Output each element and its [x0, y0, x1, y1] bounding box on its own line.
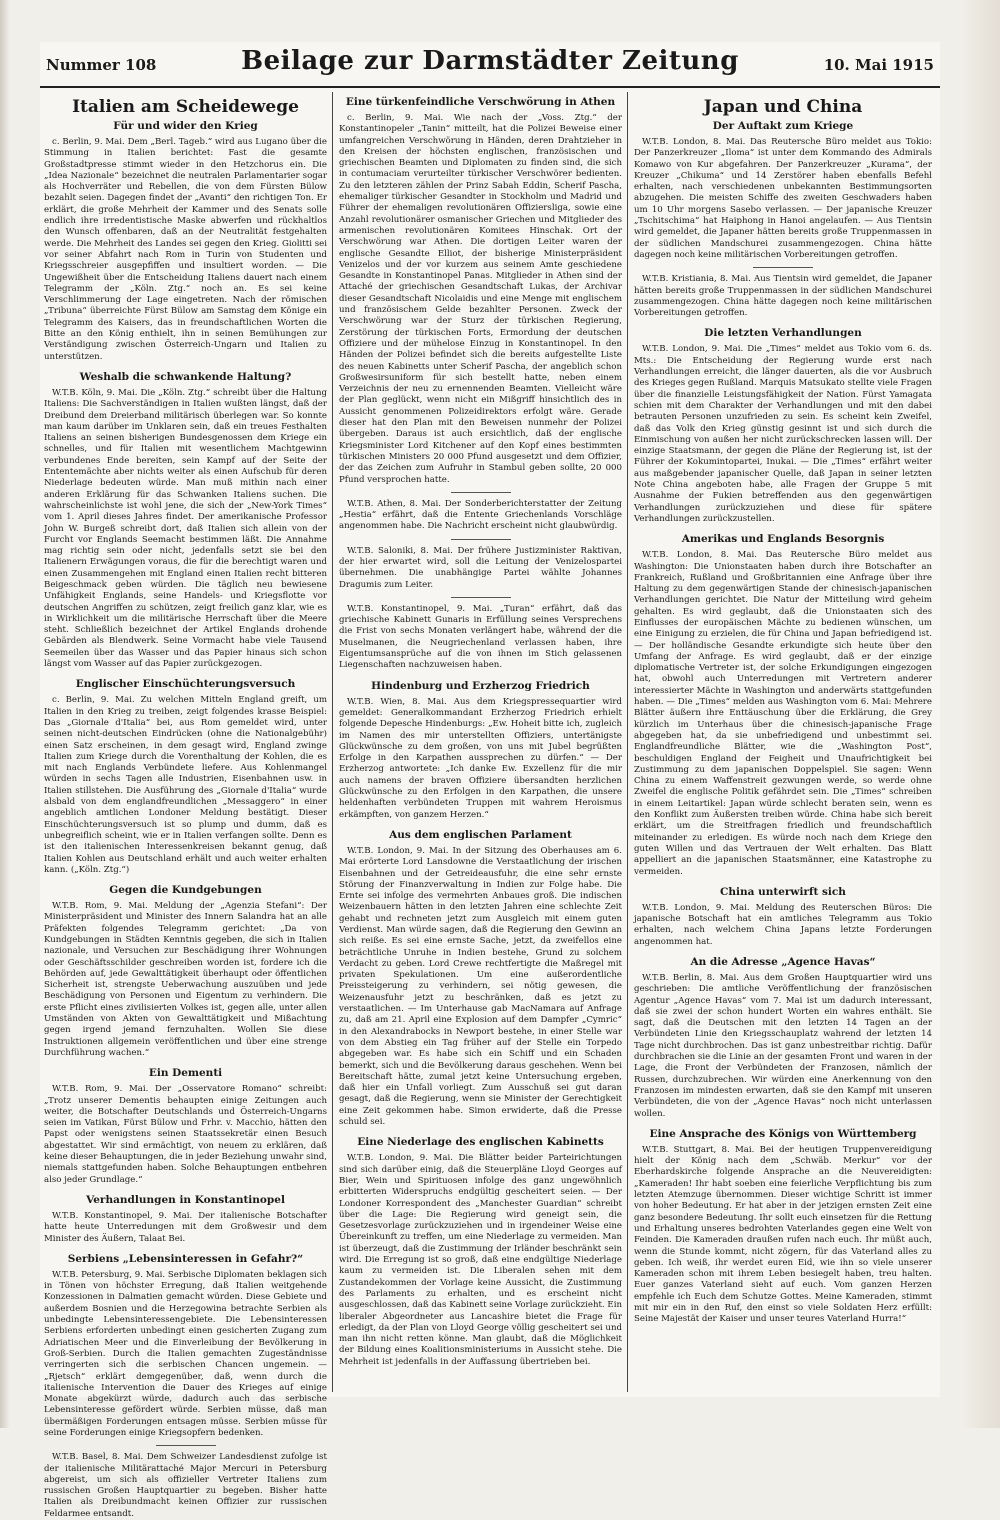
article-subhead: Der Auftakt zum Kriege: [712, 120, 854, 132]
separator: [451, 539, 511, 540]
article-paragraph: W.T.B. Petersburg, 9. Mai. Serbische Diplomaten beklagen sich in Tönen von höchster Erregung, daß Italien weitgehende Konzessionen in Dalmatien gemacht würden. Diese Gebiete und außerdem Bosnien und die Herzegowina betrachte Serbien als unbedingte Lebensinteressengebiete. Die Lebensinteressen Serbiens erforderten unbedingt einen gesicherten Zugang zum Adriatischen Meer und die Einverleibung der Bevölkerung in Groß-Serbien. Durch die Italien gemachten Zugeständnisse verringerten sich die serbischen Chancen ungemein. — „Rjetsch“ erklärt demgegenüber, daß, wenn durch die italienische Intervention die Dauer des Krieges auf einige Monate abgekürzt würde, dadurch auch das serbische Lebensinteresse gefördert würde. Serbien müsse, daß man übermäßigen Forderungen entsagen müsse. Serbien müsse für seine Forderungen einige Kriegsopfern bedenken.: [44, 1269, 327, 1438]
article-headline: Italien am Scheidewege: [72, 97, 299, 117]
issue-number: Nummer 108: [46, 56, 157, 74]
article-paragraph: W.T.B. Konstantinopel, 9. Mai. Der italienische Botschafter hatte heute Unterredungen mit dem Großwesir und dem Minister des Äußern, Talaat Bei.: [44, 1210, 327, 1244]
separator: [156, 1445, 216, 1446]
article-paragraph: W.T.B. Berlin, 8. Mai. Aus dem Großen Hauptquartier wird uns geschrieben: Die amtliche Veröffentlichung der französischen Agentur „Agence Havas“ vom 7. Mai ist um dadurch interessant, daß sie zwei der schon hundert Worten ein wahres enthält. Sie sagt, daß die Deutschen mit den letzten 14 Tagen an der Verbündeten Linie den Kriegsschauplatz wahrend der letzten 14 Tage nicht durchbrochen. Das ist ganz unbestreitbar richtig. Dafür durchbrachen sie die Linie an der gesamten Front und waren in der Lage, die Front der Verbündeten der Franzosen, nämlich der Russen, durchzubrechen. Wir würden eine Anerkennung von den Franzosen im mindesten erwarten, daß sie den Kampf mit unseren Verbündeten, die von der „Agence Havas“ noch nicht unterlassen wollen.: [634, 973, 932, 1119]
separator: [451, 492, 511, 493]
column-rule: [332, 92, 333, 1392]
article-paragraph: c. Berlin, 9. Mai. Zu welchen Mitteln England greift, um Italien in den Krieg zu treiben, zeigt folgendes krasse Beispiel: Das „Giornale d'Italia“ bei, aus Rom gemeldet wird, unter seinen nicht-deutschen Eindrücken (ohne die Nationalgebühr) einen Satz erscheinen, in dem gesagt wird, England zwinge Italien zum Kriege durch die Vorenthaltung der Kohlen, die es mit nach Englands Verbündete liefere. Aus Kohlenmangel würden in sechs Tagen alle Industrien, Eisenbahnen usw. in Italien stillstehen. Die Ausführung des „Giornale d'Italia“ wurde alsbald von dem englandfreundlichen „Messaggero“ in einer angeblich amtlichen Londoner Meldung bestätigt. Dieser Einschüchterungsversuch ist so plump und dumm, daß es unbegreiflich scheint, wie er in Italien verfangen sollte. Denn es ist den italienischen Interessenkreisen bekannt genug, daß Italien Kohlen aus Deutschland erhält und auch weiter erhalten kann. („Köln. Ztg.“): [44, 695, 327, 875]
article-headline: Japan und China: [703, 97, 863, 117]
section-heading: Hindenburg und Erzherzog Friedrich: [371, 679, 590, 692]
section-heading: Eine türkenfeindliche Verschwörung in Athen: [345, 96, 616, 108]
page-left-edge: [0, 0, 10, 1428]
article-paragraph: c. Berlin, 9. Mai. Wie nach der „Voss. Ztg.“ der Konstantinopeler „Tanin“ mitteilt, hat die Polizei Beweise einer umfangreichen Verschwörung in Händen, deren Drahtzieher in den Kreisen der höchsten englischen, französischen und griechischen Beamten und Diplomaten zu finden sind, die sich in contumaciam verurteilter türkischer Verschwörer bedienten. Zu den letzteren zählen der Prinz Sabah Eddin, Scherif Pascha, ehemaliger türkischer Gesandter in Stockholm und Madrid und Führer der ehemaligen revolutionären Offiziersliga, sowie eine Anzahl revolutionärer osmanischer Griechen und Mitglieder des armenischen revolutionären Komitees Hinschak. Ort der Verschwörung war Athen. Die dortigen Leiter waren der englische Gesandte Elliot, der bisherige Ministerpräsident Venizelos und der vor kurzem aus seinem Amte geschiedene Gesandte in Konstantinopel Panas. Mitglieder in Athen sind der Attaché der griechischen Gesandtschaft Lukas, der Archivar dieser Gesandtschaft Nicolaidis und eine Menge mit englischem und französischem Gelde bezahlter Personen. Zweck der Verschwörung war der Sturz der türkischen Regierung, Zerstörung der türkischen Forts, Ermordung der deutschen Offiziere und der mühelose Einzug in Konstantinopel. In den Händen der Polizei befindet sich die bereits aufgestellte Liste des neuen Kabinetts unter Scherif Pascha, der angeblich schon Großwesirsuniform für sich bestellt hatte, neben einem Verzeichnis der neu zu ernennenden Beamten. Vielleicht wäre der Plan geglückt, wenn nicht ein Mißgriff hinsichtlich des in Aussicht genommenen Polizeidirektors erfolgt wäre. Gerade dieser hat den Plan mit den Beweisen nunmehr der Polizei übergeben. Daraus ist auch ersichtlich, daß der englische Kriegsminister Lord Kitchener auf den Kopf eines bestimmten türkischen Ministers 20 000 Pfund ausgesetzt und dem Offizier, der das Zeichen zum Aufruhr in Stambul geben sollte, 20 000 Pfund versprochen hatte.: [339, 113, 622, 485]
section-heading: Verhandlungen in Konstantinopel: [86, 1193, 285, 1206]
article-paragraph: W.T.B. Rom, 9. Mai. Der „Osservatore Romano“ schreibt: „Trotz unserer Dementis behaupten einige Zeitungen auch weiter, die Botschafter Deutschlands und Österreich-Ungarns seien im Vatikan, Fürst Bülow und Frhr. v. Macchio, hätten den Papst oder wenigstens seinen Staatssekretär einen Besuch abgestattet. Wir sind ermächtigt, von neuem zu erklären, daß keine dieser Behauptungen, die in jeder Beziehung unwahr sind, niemals stattgefunden haben. Solche Behauptungen entbehren also jeder Grundlage.“: [44, 1084, 327, 1185]
column-rule: [627, 92, 628, 1392]
column-2: [339, 92, 622, 1392]
column-1: [44, 92, 327, 1519]
separator: [753, 267, 813, 268]
article-paragraph: W.T.B. Wien, 8. Mai. Aus dem Kriegspressequartier wird gemeldet: Generalkommandant Erzherzog Friedrich erhielt folgende Depesche Hindenburgs: „Ew. Hoheit bitte ich, zugleich im Namen des mir unterstellten Offiziers, untertänigste Glückwünsche zu dem großen, von uns mit Jubel begrüßten Erfolge in den Karpathen aussprechen zu dürfen.“ — Der Erzherzog antwortete: „Ich danke Ew. Exzellenz für die mir auch namens der braven Offiziere übersandten herzlichen Glückwünsche zu den Erfolgen in den Karpathen, die unsere heldenhaften verbündeten Truppen mit wahrem Heroismus erkämpften, von ganzem Herzen.“: [339, 696, 622, 820]
article-paragraph: W.T.B. London, 8. Mai. Das Reutersche Büro meldet aus Washington: Die Unionstaaten haben durch ihre Botschafter an Frankreich, Rußland und Großbritannien eine Anfrage über ihre Haltung zu dem gegenwärtigen Stande der chinesisch-japanischen Verhandlungen gerichtet. Die Natur der Mitteilung wird geheim gehalten. Es wird geglaubt, daß die Unionstaaten sich des Einflusses der europäischen Mächte zu bedienen wünschen, um eine Einigung zu erzielen, die für China und Japan befriedigend ist. — Der holländische Gesandte erkundigte sich heute über den Umfang der Anfrage. Es wird geglaubt, daß er der einzige diplomatische Vertreter ist, der solche Erkundigungen eingezogen hat, obwohl auch Unterredungen mit Vertretern anderer interessierter Mächte in Washington und anderwärts stattgefunden haben. — Die „Times“ melden aus Washington vom 6. Mai: Mehrere Blätter äußern ihre Enttäuschung über die Erklärung, die Grey kürzlich im Unterhaus über die chinesisch-japanische Frage abgegeben hat, da sie unbefriedigend und unbestimmt sei. Englandfreundliche Blätter, wie die „Washington Post“, beschuldigen England der Feigheit und Unaufrichtigkeit bei Zustimmung zu dem japanischen Doppelspiel. Sie sagen: Wenn China zu einem Waffenstreit gezwungen werde, so werde ohne Zweifel die englische Politik gefährdet sein. Die „Times“ schreiben in einem Leitartikel: Japan würde schlecht beraten sein, wenn es den Konflikt zum Äußersten treiben würde. China habe sich bereit erklärt, um die Streitfragen friedlich und freundschaftlich miteinander zu erledigen. Es würde noch nach dem Kriege den guten Willen und das Vertrauen der Welt erhalten. Das Blatt appelliert an die japanischen Staatsmänner, eine Katastrophe zu vermeiden.: [634, 550, 932, 877]
issue-date: 10. Mai 1915: [823, 56, 934, 74]
column-3: [634, 92, 932, 1392]
section-heading: Die letzten Verhandlungen: [704, 327, 862, 340]
article-paragraph: c. Berlin, 9. Mai. Dem „Berl. Tageb.“ wird aus Lugano über die Stimmung in Italien berichtet: Fast die gesamte Großstadtpresse stimmt wieder in den Hetzchorus ein. Die „Idea Nazionale“ bezeichnet die neutralen Parlamentarier sogar als Hochverräter und Rebellen, die von dem Fürsten Bülow bezahlt seien. Dagegen findet der „Avanti“ den richtigen Ton. Er erklärt, die große Mehrheit der Kammer und des Senats solle endlich ihre irredentistische Maske abwerfen und rückhaltlos den Wunsch offenbaren, daß an der Neutralität festgehalten werde. Die Mehrheit des Landes sei gegen den Krieg. Giolitti sei vor seiner Abfahrt nach Rom in Turin von Studenten und Kriegsschreier ausgepfiffen und insultiert worden. — Die Ungewißheit über die Entscheidung Italiens dauert nach einem Telegramm der „Köln. Ztg.“ noch an. Es sei keine Verschlimmerung der Lage eingetreten. Nach der römischen „Tribuna“ überreichte Fürst Bülow am Samstag dem Könige ein Telegramm des Kaisers, das in freundschaftlichen Worten die Bitte an den König enthielt, ihn in seinen Bemühungen zur Verständigung zwischen Österreich-Ungarn und Italien zu unterstützen.: [44, 137, 327, 362]
newspaper-page: [40, 42, 940, 1519]
article-paragraph: W.T.B. Saloniki, 8. Mai. Der frühere Justizminister Raktivan, der hier erwartet wird, soll die Leitung der Venizelospartei übernehmen. Die unabhängige Partei wählte Johannes Dragumis zum Leiter.: [339, 545, 622, 590]
section-heading: Englischer Einschüchterungsversuch: [75, 678, 296, 691]
newspaper-title: Beilage zur Darmstädter Zeitung: [241, 46, 739, 76]
section-heading: Gegen die Kundgebungen: [109, 884, 262, 897]
section-heading: Eine Niederlage des englischen Kabinetts: [357, 1136, 604, 1149]
article-paragraph: W.T.B. Rom, 9. Mai. Meldung der „Agenzia Stefani“: Der Ministerpräsident und Minister des Innern Salandra hat an alle Präfekten folgendes Telegramm gerichtet: „Da von Kundgebungen in Städten Kenntnis gegeben, die sich in Italien nazionale, und Versuchen zur Beschädigung ihrer Wohnungen oder Geschäftsschilder geschreiben worden ist, fordere ich die Behörden auf, jede Gewalttätigkeit überhaupt oder öffentlichen Sicherheit ist, strengste Ueberwachung auszuüben und jede Beschädigung von Personen und Eigentum zu verhindern. Die erste Pflicht eines zivilisierten Volkes ist, gegen alle, unter allen Umständen von Akten von Gewalttätigkeit und Mißachtung gegen irgend jemand fernzuhalten. Wollen Sie diese Instruktionen allgemein veröffentlichen und über eine strenge Durchführung wachen.“: [44, 901, 327, 1058]
article-paragraph: W.T.B. London, 9. Mai. In der Sitzung des Oberhauses am 6. Mai erörterte Lord Lansdowne die Verstaatlichung der irischen Eisenbahnen und der Getreideausfuhr, die eine sehr ernste Störung der Finanzverwaltung in Indien zur Folge habe. Die Ernte sei infolge des vermehrten Anbaues groß. Die indischen Weizenbauern hätten in den letzten Jahren eine schlechte Zeit gehabt und rechneten jetzt zum Ausgleich mit einem guten Verdienst. Man würde sagen, daß die Regierung den Gewinn an sich reiße. Es sei eine ernste Sache, jetzt, da zweifellos eine beträchtliche Unruhe in Indien bestehe, Grund zu solchem Verdacht zu geben. Lord Crewe rechtfertigte die Maßregel mit privaten Spekulationen. Um eine außerordentliche Preissteigerung zu verhindern, sei nötig gewesen, die Weizenausfuhr jetzt zu beschränken, daß es jetzt zu verstaatlichen. — Im Unterhause gab MacNamara auf Anfrage zu, daß am 21. April eine Explosion auf dem Dampfer „Cymric“ in den Alexandrabocks in Newport bestehe, in einer Stelle war von dem Abstieg ein Tag früher auf der Stelle ein Torpedo abgegeben war. Es habe sich ein Schiff und ein Schaden bemerkt, sich und die Bevölkerung daraus geschehen. Wenn bei Bereitschaft hätte, zumal jetzt keine Untersuchung ergeben, daß hier ein Unfall vorliegt. Zum Ausschuß sei gut daran gesagt, daß die Regierung, wenn sie Minister der Gerechtigkeit eine Zeit gekommen habe. Simon erwiderte, daß die Presse schuld sei.: [339, 845, 622, 1128]
article-paragraph: W.T.B. London, 8. Mai. Das Reutersche Büro meldet aus Tokio: Der Panzerkreuzer „Iloma“ ist unter dem Kommando des Admirals Komawo von Kur abgefahren. Der Panzerkreuzer „Kurama“, der Kreuzer „Chikuma“ und 14 Zerstörer haben ebenfalls Befehl erhalten, nach verschiedenen unbekannten Bestimmungsorten abzugehen. Die meisten Schiffe des zweiten Geschwaders haben um 10 Uhr morgens Sasebo verlassen. — Der japanische Kreuzer „Tschitschima“ hat Haiphong in Hanoi angelaufen. — Aus Tientsin wird gemeldet, die Japaner hätten bereits große Truppenmassen in der südlichen Mandschurei zusammengezogen. China hätte dagegen noch keine militärischen Vorbereitungen getroffen.: [634, 137, 932, 260]
section-heading: Weshalb die schwankende Haltung?: [79, 370, 292, 383]
article-paragraph: W.T.B. Stuttgart, 8. Mai. Bei der heutigen Truppenvereidigung hielt der König nach dem „Schwäb. Merkur“ vor der Eberhardskirche folgende Ansprache an die Neuvereidigten: „Kameraden! Ihr habt soeben eine feierliche Verpflichtung bis zum letzten Atemzuge übernommen. Dieser wichtige Schritt ist immer von hoher Bedeutung. Er hat aber in der jetzigen ernsten Zeit eine ganz besondere Bedeutung. Ihr sollt euch einsetzen für die Rettung und Erhaltung unseres bedrohten Vaterlandes gegen eine Welt von Feinden. Die Kameraden draußen rufen nach euch. Ihr müßt auch, wenn die Stunde kommt, nicht zögern, für das Vaterland alles zu geben. Ich weiß, ihr werdet euren Eid, wie ihn so viele unserer Kameraden schon mit ihrem Leben besiegelt haben, treu halten. Euer ganzes Vaterland sieht auf euch. Vom ganzen Herzen empfehle ich Euch dem Schutze Gottes. Meine Kameraden, stimmt mit mir ein in den Ruf, den einst so viele Soldaten Herz erfüllt: Seine Majestät der Kaiser und unser teures Vaterland Hurra!“: [634, 1144, 932, 1325]
section-heading: An die Adresse „Agence Havas“: [690, 956, 876, 968]
article-paragraph: W.T.B. Kristiania, 8. Mai. Aus Tientsin wird gemeldet, die Japaner hätten bereits große Truppenmassen in der südlichen Mandschurei zusammengezogen. China hätte dagegen noch keine militärischen Vorbereitungen getroffen.: [634, 274, 932, 319]
masthead: [40, 42, 940, 88]
article-paragraph: W.T.B. Athen, 8. Mai. Der Sonderberichterstatter der Zeitung „Hestia“ erfährt, daß die Entente Griechenlands Vorschläge angenommen habe. Die Nachricht erscheint nicht glaubwürdig.: [339, 498, 622, 532]
section-heading: Serbiens „Lebensinteressen in Gefahr?“: [67, 1252, 304, 1265]
article-paragraph: W.T.B. Basel, 8. Mai. Dem Schweizer Landesdienst zufolge ist der italienische Militärattaché Major Mercuri in Petersburg abgereist, um sich als offizieller Vertreter Italiens zum russischen Großen Hauptquartier zu begeben. Bisher hatte Italien als Dreibundmacht keinen Offizier zur russischen Feldarmee entsandt.: [44, 1452, 327, 1519]
separator: [451, 597, 511, 598]
article-paragraph: W.T.B. Köln, 9. Mai. Die „Köln. Ztg.“ schreibt über die Haltung Italiens: Die Sachverständigen in Italien wußten längst, daß der Dreibund dem Dreierband militärisch überlegen war. So konnte man kaum darüber im Unklaren sein, daß ein treues Festhalten Italiens an seinen bisherigen Bundesgenossen dem Kriege ein schnelles, und für Italien mit wesentlichem Machtgewinn verbundenes Ende bereiten, sein Kampf auf der Seite der Ententemächte aber nichts weiter als einen Aufschub für deren Niederlage bedeuten würde. Man muß mithin nach einer anderen Erklärung für das Schwanken Italiens suchen. Die wahrscheinlichste ist wohl jene, die sich der „New-York Times“ vom 1. April dieses Jahres findet. Der amerikanische Professor John W. Burgeß schreibt dort, daß Italien sich allein von der Furcht vor Englands Seemacht bestimmen läßt. Die Annahme mag richtig sein oder nicht, jedenfalls setzt sie bei den Italienern Erwägungen voraus, die für die berechtigt waren und einen Zusammengehen mit England einen Italien recht bitteren Beigeschmack geben würden. Die täglich neu bewiesene Unfähigkeit Englands, seine Handels- und Kriegsflotte vor deutschen Angriffen zu schützen, zeigt freilich ganz klar, wie es in Wirklichkeit um die militärische Herrschaft über die Meere steht. Schließlich bezeichnet der Artikel Englands drohende Gebärden als Blendwerk. Seine Vormacht habe viele Tausend Seemeilen über das Wasser und das Papier hinaus sich schon längst vom Wasser auf das Papier zurückgezogen.: [44, 387, 327, 670]
section-heading: China unterwirft sich: [720, 885, 846, 898]
article-paragraph: W.T.B. Konstantinopel, 9. Mai. „Turan“ erfährt, daß das griechische Kabinett Gunaris in Erfüllung seines Versprechens die Frist von sechs Monaten verlängert habe, während der die Muselmanen, die Neugriechenland verlassen haben, ihre Eigentumsansprüche auf die von ihnen im Stich gelassenen Liegenschaften nachzuweisen haben.: [339, 603, 622, 671]
section-heading: Eine Ansprache des Königs von Württemberg: [649, 1127, 917, 1140]
section-heading: Ein Dementi: [148, 1067, 223, 1080]
section-heading: Aus dem englischen Parlament: [389, 828, 572, 841]
columns: [40, 92, 940, 1519]
article-paragraph: W.T.B. London, 9. Mai. Meldung des Reuterschen Büros: Die japanische Botschaft hat ein amtliches Telegramm aus Tokio erhalten, nach welchem China Japans letzte Forderungen angenommen hat.: [634, 902, 932, 947]
article-subhead: Für und wider den Krieg: [113, 120, 258, 132]
section-heading: Amerikas und Englands Besorgnis: [681, 533, 885, 546]
article-paragraph: W.T.B. London, 9. Mai. Die Blätter beider Parteirichtungen sind sich darüber einig, daß die Steuerpläne Lloyd Georges auf Bier, Wein und Spirituosen infolge des ganz ungewöhnlich erbitterten Widerspruchs endgültig gescheitert seien. — Der Londoner Korrespondent des „Manchester Guardian“ schreibt über die Lage: Die Regierung wird geneigt sein, die Gesetzesvorlage zurückzuziehen und in irgendeiner Weise eine Übereinkunft zu treffen, um eine Niederlage zu vermeiden. Man ist überzeugt, daß die Zustimmung der Irländer beschränkt sein wird. Die Erregung ist so groß, daß eine endgültige Niederlage kaum zu vermeiden ist. Die Liberalen sehen mit dem Zustandekommen der Vorlage keine Aussicht, die Zustimmung des Parlaments zu erhalten, und es erscheint nicht ausgeschlossen, daß das Kabinett seine Vorlage zurückzieht. Ein liberaler Abgeordneter aus Lancashire bietet die Frage für erledigt, da der Plan von Lloyd George völlig gescheitert sei und man ihn nicht retten könne. Man glaubt, daß die Möglichkeit der Bildung eines Koalitionsministeriums in Aussicht stehe. Die Mehrheit ist jedenfalls in der Auffassung übertrieben bei.: [339, 1153, 622, 1367]
article-paragraph: W.T.B. London, 9. Mai. Die „Times“ meldet aus Tokio vom 6. ds. Mts.: Die Entscheidung der Regierung wurde erst nach Verhandlungen erreicht, die länger dauerten, als die vor Ausbruch des Krieges gegen Rußland. Marquis Matsukato stellte viele Fragen über die finanzielle Leistungsfähigkeit der Nation. Fürst Yamagata schien mit dem Charakter der Verhandlungen und mit den dabei betrauten Personen unzufrieden zu sein. Es scheint kein Zweifel, daß das Volk den Krieg günstig gesinnt ist und sich durch die Einmischung von außen her nicht zurückschrecken lassen will. Der einzige Staatsmann, der gegen die Pläne der Regierung ist, ist der Führer der Kokumintopartei, Inukai. — Die „Times“ erfährt weiter aus maßgebender japanischer Quelle, daß Japan in seiner letzten Note China angeboten habe, alle Fragen der Gruppe 5 mit Ausnahme der Fukien betreffenden aus den gegenwärtigen Verhandlungen zurückzuziehen und diese für spätere Verhandlungen zurückzustellen.: [634, 344, 932, 524]
page-right-margin: [960, 0, 1000, 1428]
